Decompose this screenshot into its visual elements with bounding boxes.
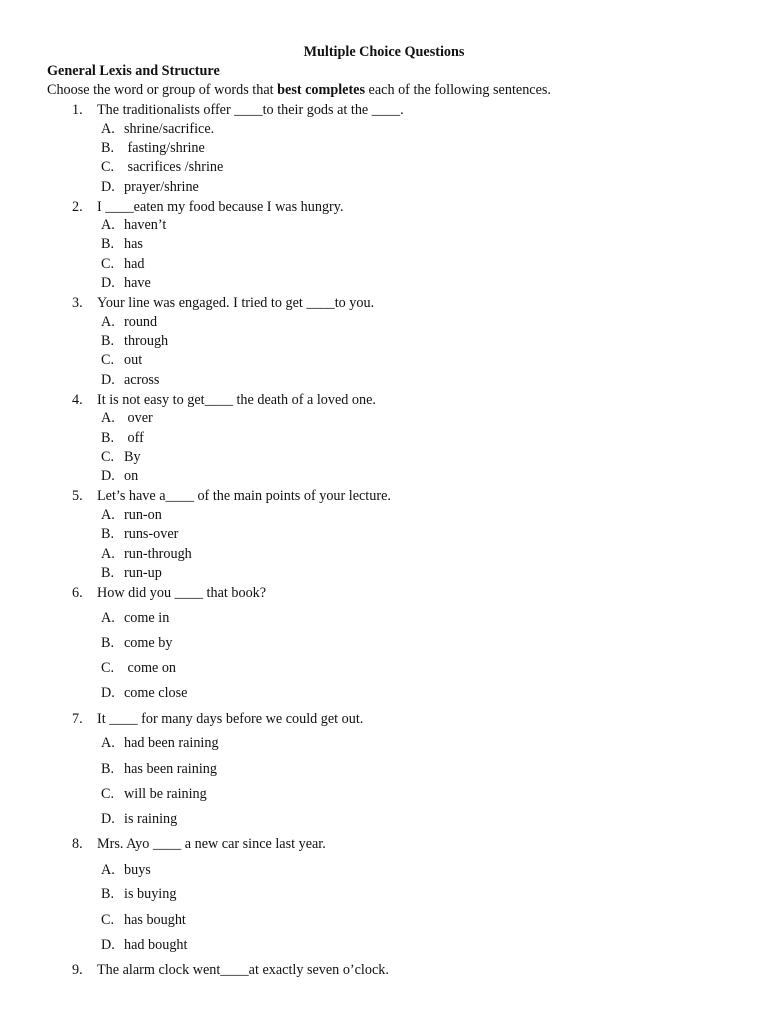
option-letter: D.: [101, 275, 115, 291]
option-letter: A.: [101, 735, 115, 751]
question-text: The traditionalists offer ____to their gods at the ____.: [97, 102, 404, 118]
option-item: [101, 659, 176, 678]
question-number: 2.: [72, 199, 83, 215]
option-text: is raining: [124, 811, 178, 827]
option-item: [101, 409, 153, 428]
option-text: over: [124, 410, 153, 426]
option-item: [101, 467, 138, 486]
option-item: [101, 351, 142, 370]
option-text: off: [124, 430, 144, 446]
option-letter: B.: [101, 565, 115, 581]
option-letter: C.: [101, 912, 115, 928]
option-letter: C.: [101, 159, 115, 175]
option-item: [101, 178, 199, 197]
option-item: [101, 448, 141, 467]
question-text: I ____eaten my food because I was hungry.: [97, 199, 344, 215]
question-2: [72, 198, 344, 217]
option-text: has been raining: [124, 761, 217, 777]
option-text: had bought: [124, 937, 188, 953]
option-text: had: [124, 256, 145, 272]
option-item: [101, 634, 172, 653]
option-letter: C.: [101, 352, 115, 368]
question-4: [72, 391, 376, 410]
option-text: come on: [124, 660, 177, 676]
option-item: [101, 785, 207, 804]
option-text: prayer/shrine: [124, 179, 199, 195]
option-text: round: [124, 314, 158, 330]
option-item: [101, 313, 157, 332]
option-item: [101, 760, 217, 779]
question-text: It is not easy to get____ the death of a loved one.: [97, 392, 376, 408]
option-text: have: [124, 275, 151, 291]
option-text: out: [124, 352, 143, 368]
option-letter: D.: [101, 372, 115, 388]
option-letter: B.: [101, 526, 115, 542]
option-item: [101, 235, 143, 254]
option-letter: B.: [101, 140, 115, 156]
option-item: [101, 255, 145, 274]
option-text: through: [124, 333, 169, 349]
question-5: [72, 487, 391, 506]
option-item: [101, 371, 159, 390]
option-letter: B.: [101, 886, 115, 902]
option-letter: D.: [101, 811, 115, 827]
option-text: come close: [124, 685, 188, 701]
option-item: [101, 861, 151, 880]
option-text: runs-over: [124, 526, 179, 542]
option-letter: A.: [101, 314, 115, 330]
option-letter: B.: [101, 236, 115, 252]
option-text: has bought: [124, 912, 186, 928]
option-letter: B.: [101, 761, 115, 777]
question-text: How did you ____ that book?: [97, 585, 267, 601]
option-text: fasting/shrine: [124, 140, 205, 156]
option-letter: C.: [101, 786, 115, 802]
option-text: run-through: [124, 546, 192, 562]
question-text: Let’s have a____ of the main points of your lecture.: [97, 488, 391, 504]
option-item: [101, 684, 187, 703]
option-letter: D.: [101, 468, 115, 484]
option-letter: A.: [101, 410, 115, 426]
option-item: [101, 734, 219, 753]
option-text: on: [124, 468, 139, 484]
option-item: [101, 810, 177, 829]
question-8: [72, 835, 326, 854]
section-heading: General Lexis and Structure: [47, 63, 220, 79]
question-number: 6.: [72, 585, 83, 601]
option-item: [101, 429, 144, 448]
option-letter: A.: [101, 862, 115, 878]
option-text: come by: [124, 635, 173, 651]
option-item: [101, 911, 186, 930]
instructions-emphasis: best completes: [277, 82, 365, 98]
option-text: By: [124, 449, 141, 465]
question-number: 4.: [72, 392, 83, 408]
option-text: is buying: [124, 886, 177, 902]
option-letter: C.: [101, 660, 115, 676]
option-text: shrine/sacrifice.: [124, 121, 215, 137]
instructions: [47, 81, 551, 100]
option-item: [101, 936, 187, 955]
option-letter: C.: [101, 256, 115, 272]
option-item: [101, 274, 151, 293]
option-letter: B.: [101, 430, 115, 446]
question-text: Mrs. Ayo ____ a new car since last year.: [97, 836, 326, 852]
option-text: run-on: [124, 507, 162, 523]
question-1: [72, 101, 404, 120]
option-item: [101, 139, 205, 158]
option-letter: D.: [101, 179, 115, 195]
question-text: Your line was engaged. I tried to get ____to you.: [97, 295, 375, 311]
option-letter: D.: [101, 937, 115, 953]
option-text: sacrifices /shrine: [124, 159, 224, 175]
option-text: across: [124, 372, 160, 388]
option-text: run-up: [124, 565, 162, 581]
option-item: [101, 158, 223, 177]
option-letter: D.: [101, 685, 115, 701]
question-number: 8.: [72, 836, 83, 852]
option-text: come in: [124, 610, 170, 626]
option-item: [101, 120, 214, 139]
option-item: [101, 564, 162, 583]
option-text: has: [124, 236, 143, 252]
page-title: Multiple Choice Questions: [303, 44, 465, 60]
option-item: [101, 525, 178, 544]
option-text: haven’t: [124, 217, 167, 233]
instructions-text: Choose the word or group of words that: [47, 82, 278, 98]
option-text: had been raining: [124, 735, 219, 751]
question-3: [72, 294, 374, 313]
option-item: [101, 609, 169, 628]
option-item: [101, 885, 176, 904]
option-letter: B.: [101, 333, 115, 349]
question-number: 5.: [72, 488, 83, 504]
question-text: The alarm clock went____at exactly seven o’clock.: [97, 962, 389, 978]
option-item: [101, 332, 168, 351]
question-9: [72, 961, 389, 980]
question-number: 7.: [72, 711, 83, 727]
option-letter: A.: [101, 507, 115, 523]
option-text: buys: [124, 862, 151, 878]
option-letter: B.: [101, 635, 115, 651]
option-letter: A.: [101, 610, 115, 626]
option-text: will be raining: [124, 786, 207, 802]
instructions-text-end: each of the following sentences.: [365, 82, 551, 98]
option-item: [101, 545, 192, 564]
question-number: 9.: [72, 962, 83, 978]
question-number: 3.: [72, 295, 83, 311]
option-item: [101, 216, 166, 235]
option-letter: A.: [101, 217, 115, 233]
option-letter: C.: [101, 449, 115, 465]
option-item: [101, 506, 162, 525]
question-6: [72, 584, 266, 603]
option-letter: A.: [101, 121, 115, 137]
question-7: [72, 710, 363, 729]
question-number: 1.: [72, 102, 83, 118]
question-text: It ____ for many days before we could get out.: [97, 711, 364, 727]
option-letter: A.: [101, 546, 115, 562]
